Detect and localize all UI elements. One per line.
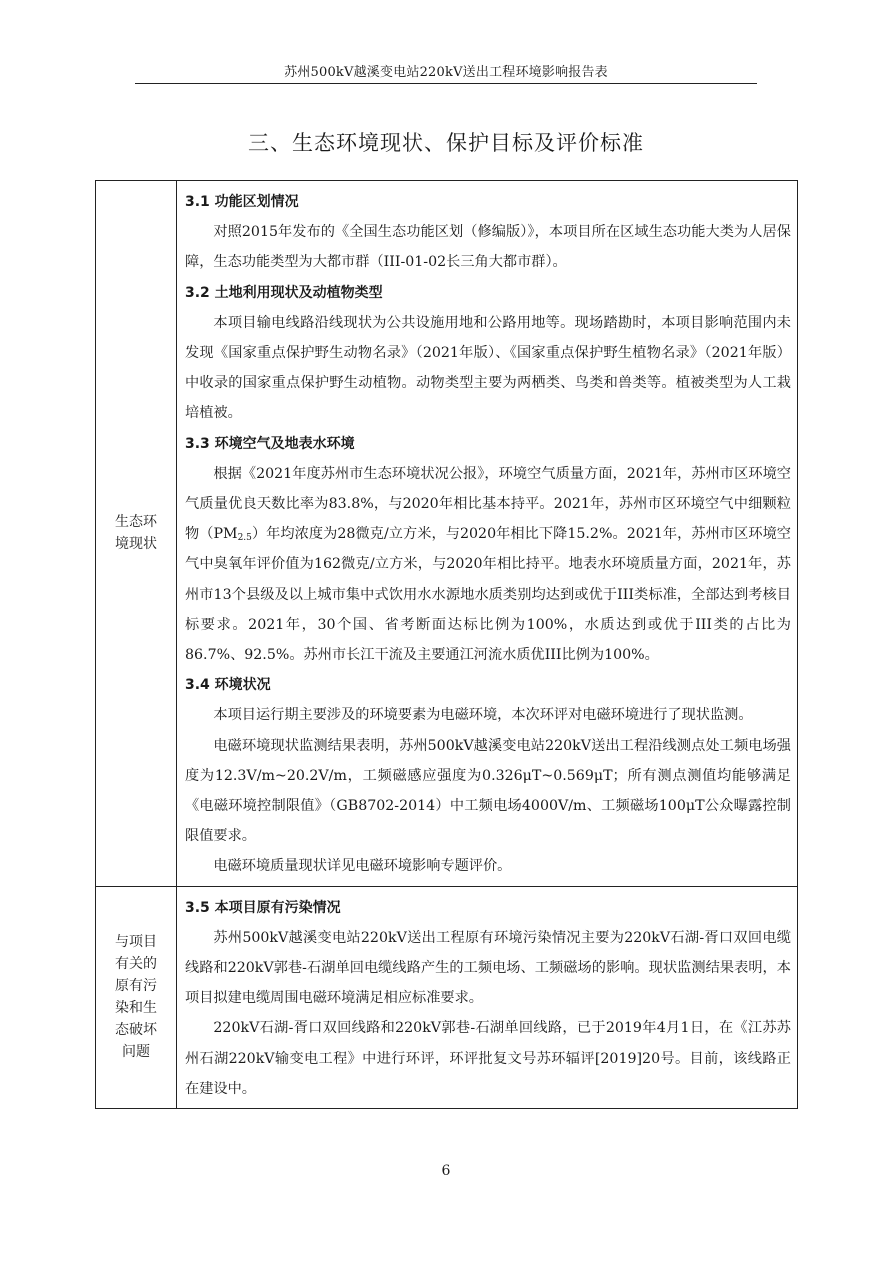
paragraph: 本项目输电线路沿线现状为公共设施用地和公路用地等。现场踏勘时，本项目影响范围内未发现《国家重点保护野生动物名录》（2021年版）、《国家重点保护野生植物名录》（2021年版）中收录的国家重点保护野生动植物。动物类型主要为两栖类、鸟类和兽类等。植被类型为人工栽培植被。 — [185, 314, 791, 422]
section-heading: 3.2 土地利用现状及动植物类型 — [185, 284, 383, 301]
paragraph: 220kV石湖-胥口双回线路和220kV郭巷-石湖单回线路，已于2019年4月1日，在《江苏苏州石湖220kV输变电工程》中进行环评，环评批复文号苏环辐评[2019]20号。目前，该线路正在建设中。 — [185, 1020, 791, 1097]
text-run: ）年均浓度为28微克/立方米，与2020年相比下降15.2%。2021年，苏州市区环境空气中臭氧年评价值为162微克/立方米，与2020年相比持平。地表水环境质量方面，2021年，苏州市13个县级及以上城市集中式饮用水水源地水质类别均达到或优于III类标准，全部达到考核目标要求。2021年，30个国、省考断面达标比例为100%，水质达到或优于III类的占比为86.7%、92.5%。苏州市长江干流及主要通江河流水质优III比例为100%。 — [185, 526, 791, 664]
row-content-pollution — [177, 886, 798, 1108]
paragraph: 电磁环境质量现状详见电磁环境影响专题评价。 — [213, 858, 512, 875]
page-number: 6 — [441, 1163, 451, 1179]
row-label-pollution — [96, 886, 177, 1108]
paragraph: 对照2015年发布的《全国生态功能区划（修编版）》，本项目所在区域生态功能大类为人居保障，生态功能类型为大都市群（III-01-02长三角大都市群）。 — [185, 224, 791, 271]
header-rule — [135, 83, 757, 84]
subscript: 2.5 — [237, 533, 252, 544]
paragraph: 苏州500kV越溪变电站220kV送出工程原有环境污染情况主要为220kV石湖-胥口双回电缆线路和220kV郭巷-石湖单回电缆线路产生的工频电场、工频磁场的影响。现状监测结果表明，本项目拟建电缆周围电磁环境满足相应标准要求。 — [185, 929, 791, 1007]
content-table — [95, 180, 798, 1109]
row-label-text: 生态环境现状 — [115, 514, 157, 553]
page-title: 三、生态环境现状、保护目标及评价标准 — [248, 131, 644, 155]
section-heading: 3.5 本项目原有污染情况 — [185, 899, 341, 916]
table-row-pollution — [96, 886, 798, 1108]
row-content-ecology — [177, 181, 798, 887]
section-heading: 3.4 环境状况 — [185, 677, 271, 694]
paragraph: 电磁环境现状监测结果表明，苏州500kV越溪变电站220kV送出工程沿线测点处工频电场强度为12.3V/m~20.2V/m，工频磁感应强度为0.326μT~0.569μT；所有测点测值均能够满足《电磁环境控制限值》（GB8702-2014）中工频电场4000V/m、工频磁场100μT公众曝露控制限值要求。 — [185, 737, 791, 845]
table-row-ecology — [96, 181, 798, 887]
text-run: 根据《2021年度苏州市生态环境状况公报》，环境空气质量方面，2021年，苏州市区环境空气质量优良天数比率为83.8%，与2020年相比基本持平。2021年，苏州市区环境空气中细颗粒物（PM — [185, 465, 791, 543]
section-heading: 3.1 功能区划情况 — [185, 194, 299, 210]
row-label-text: 与项目有关的原有污染和生态破坏问题 — [115, 934, 157, 1061]
row-label-ecology — [96, 181, 177, 887]
section-heading: 3.3 环境空气及地表水环境 — [185, 435, 355, 452]
report-header: 苏州500kV越溪变电站220kV送出工程环境影响报告表 — [284, 65, 608, 80]
paragraph: 本项目运行期主要涉及的环境要素为电磁环境，本次环评对电磁环境进行了现状监测。 — [213, 707, 753, 724]
paragraph — [185, 459, 791, 670]
